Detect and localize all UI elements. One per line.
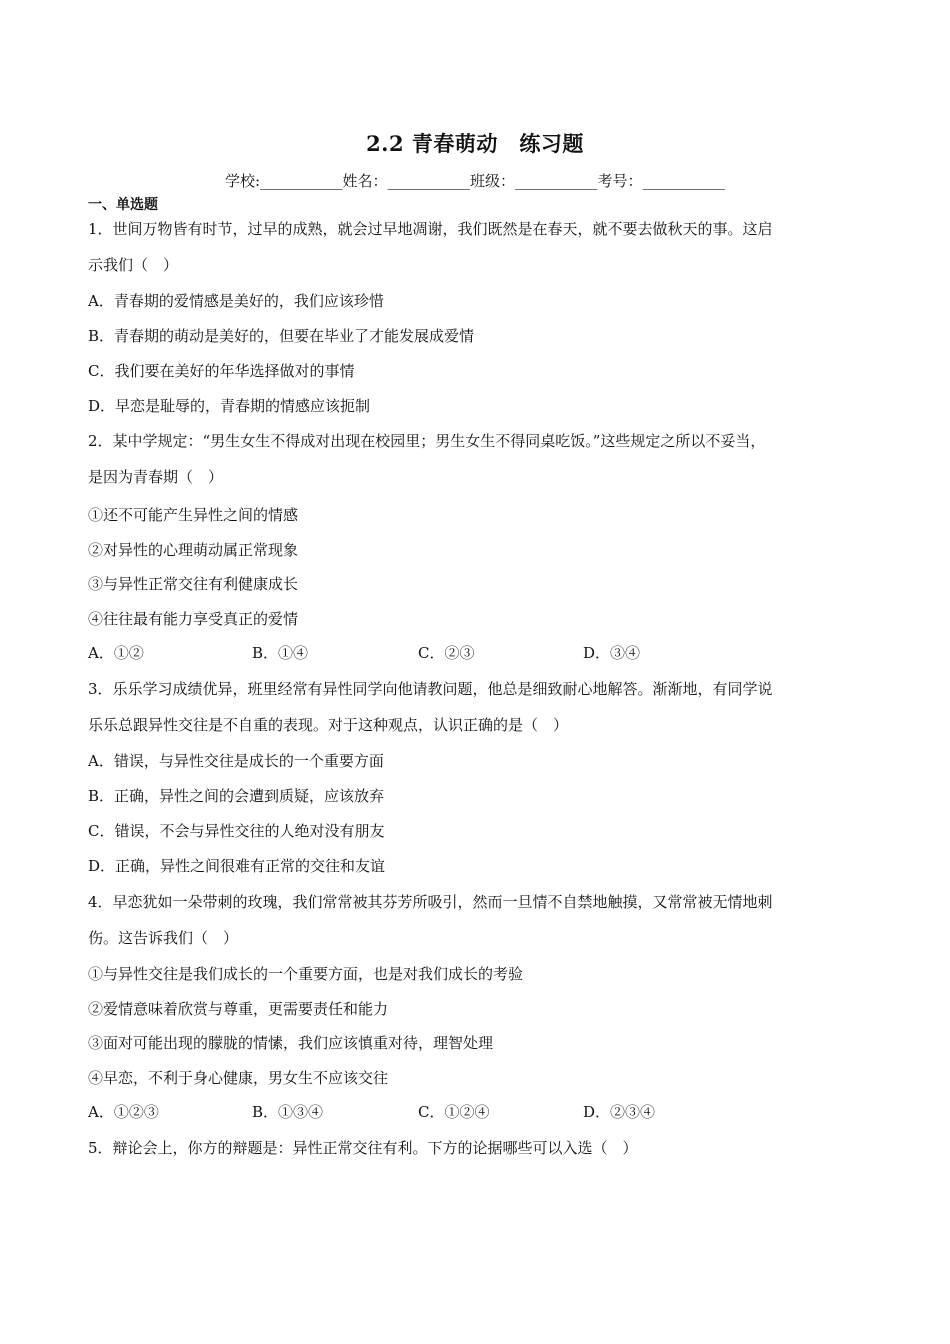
q3-option-d: D．正确，异性之间很难有正常的交往和友谊 bbox=[88, 857, 386, 875]
q3-option-a: A．错误，与异性交往是成长的一个重要方面 bbox=[88, 752, 384, 770]
q3-option-b: B．正确，异性之间的会遭到质疑，应该放弃 bbox=[88, 787, 385, 805]
q4-stem-line1: 4．早恋犹如一朵带刺的玫瑰，我们常常被其芬芳所吸引，然而一旦情不自禁地触摸，又常常被无情地刺 bbox=[88, 893, 773, 911]
q3-stem-line1: 3．乐乐学习成绩优异，班里经常有异性同学向他请教问题，他总是细致耐心地解答。渐渐地，有同学说 bbox=[88, 680, 773, 698]
q4-option-c: C．①②④ bbox=[418, 1103, 490, 1121]
q1-option-c: C．我们要在美好的年华选择做对的事情 bbox=[88, 362, 355, 380]
section-heading: 一、单选题 bbox=[88, 197, 158, 213]
q2-statement-3: ③与异性正常交往有利健康成长 bbox=[88, 575, 299, 593]
q2-stem-line2: 是因为青春期（ ） bbox=[88, 468, 224, 486]
q2-option-b: B．①④ bbox=[252, 644, 309, 662]
q4-option-a: A．①②③ bbox=[88, 1103, 159, 1121]
q2-stem-line1: 2．某中学规定：“男生女生不得成对出现在校园里；男生女生不得同桌吃饭。”这些规定之所以不妥当， bbox=[88, 432, 766, 450]
q2-option-c: C．②③ bbox=[418, 644, 475, 662]
q4-statement-4: ④早恋，不利于身心健康，男女生不应该交往 bbox=[88, 1069, 389, 1087]
q3-stem-line2: 乐乐总跟异性交往是不自重的表现。对于这种观点，认识正确的是（ ） bbox=[88, 716, 569, 734]
q2-statement-2: ②对异性的心理萌动属正常现象 bbox=[88, 541, 299, 559]
q5-stem-line1: 5．辩论会上，你方的辩题是：异性正常交往有利。下方的论据哪些可以入选（ ） bbox=[88, 1139, 638, 1157]
q2-option-a: A．①② bbox=[88, 644, 144, 662]
q4-statement-3: ③面对可能出现的朦胧的情愫，我们应该慎重对待，理智处理 bbox=[88, 1034, 494, 1052]
student-info-line: 学校:___________姓名：___________班级：___________考号：___________ bbox=[224, 172, 726, 190]
q4-stem-line2: 伤。这告诉我们（ ） bbox=[88, 929, 239, 947]
q2-statement-1: ①还不可能产生异性之间的情感 bbox=[88, 506, 299, 524]
q2-statement-4: ④往往最有能力享受真正的爱情 bbox=[88, 610, 299, 628]
q1-option-b: B．青春期的萌动是美好的，但要在毕业了才能发展成爱情 bbox=[88, 327, 475, 345]
q4-statement-2: ②爱情意味着欣赏与尊重，更需要责任和能力 bbox=[88, 1000, 389, 1018]
page-title: 2.2 青春萌动 练习题 bbox=[366, 131, 584, 156]
q1-option-d: D．早恋是耻辱的，青春期的情感应该扼制 bbox=[88, 397, 371, 415]
q4-option-b: B．①③④ bbox=[252, 1103, 324, 1121]
q1-stem-line1: 1．世间万物皆有时节，过早的成熟，就会过早地凋谢，我们既然是在春天，就不要去做秋天的事。这启 bbox=[88, 220, 773, 238]
q3-option-c: C．错误，不会与异性交往的人绝对没有朋友 bbox=[88, 822, 385, 840]
q1-stem-line2: 示我们（ ） bbox=[88, 256, 179, 274]
q1-option-a: A．青春期的爱情感是美好的，我们应该珍惜 bbox=[88, 292, 384, 310]
q4-option-d: D．②③④ bbox=[583, 1103, 656, 1121]
q4-statement-1: ①与异性交往是我们成长的一个重要方面，也是对我们成长的考验 bbox=[88, 965, 524, 983]
q2-option-d: D．③④ bbox=[583, 644, 641, 662]
